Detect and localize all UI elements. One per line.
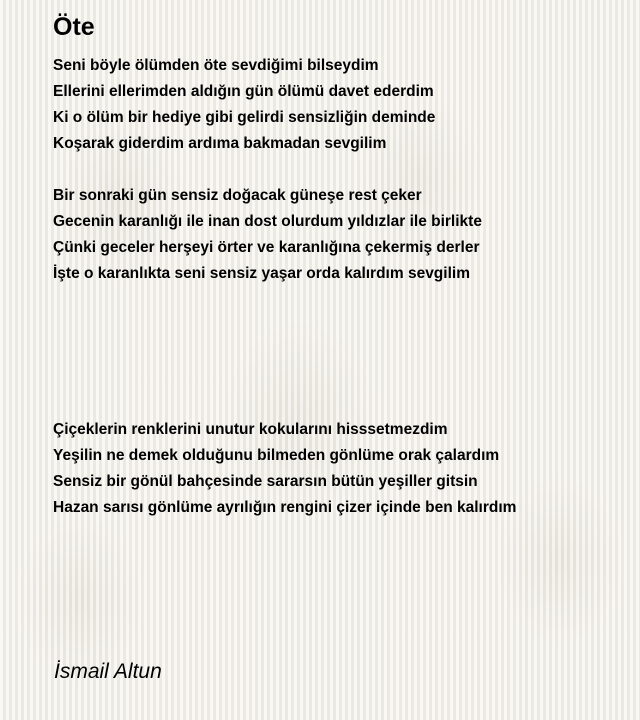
stanza-1 bbox=[53, 53, 623, 157]
poem-line: Hazan sarısı gönlüme ayrılığın rengini çizer içinde ben kalırdım bbox=[53, 499, 517, 516]
poem-line: Ki o ölüm bir hediye gibi gelirdi sensizliğin deminde bbox=[53, 109, 436, 126]
poem-line: Çiçeklerin renklerini unutur kokularını hisssetmezdim bbox=[53, 421, 448, 438]
poem-title: Öte bbox=[53, 13, 95, 41]
poem-author: İsmail Altun bbox=[54, 660, 162, 683]
poem-line: Gecenin karanlığı ile inan dost olurdum yıldızlar ile birlikte bbox=[53, 213, 482, 230]
poem-line: İşte o karanlıkta seni sensiz yaşar orda kalırdım sevgilim bbox=[53, 265, 470, 282]
poem-line: Sensiz bir gönül bahçesinde sararsın bütün yeşiller gitsin bbox=[53, 473, 478, 490]
poem-line: Ellerini ellerimden aldığın gün ölümü davet ederdim bbox=[53, 83, 434, 100]
poem-line: Çünki geceler herşeyi örter ve karanlığına çekermiş derler bbox=[53, 239, 480, 256]
poem-line: Seni böyle ölümden öte sevdiğimi bilseydim bbox=[53, 57, 379, 74]
poem-line: Bir sonraki gün sensiz doğacak güneşe rest çeker bbox=[53, 187, 422, 204]
stanza-3 bbox=[53, 417, 623, 521]
poem-line: Koşarak giderdim ardıma bakmadan sevgilim bbox=[53, 135, 387, 152]
poem-body bbox=[53, 53, 623, 521]
poem-line: Yeşilin ne demek olduğunu bilmeden gönlüme orak çalardım bbox=[53, 447, 500, 464]
stanza-2 bbox=[53, 183, 623, 287]
